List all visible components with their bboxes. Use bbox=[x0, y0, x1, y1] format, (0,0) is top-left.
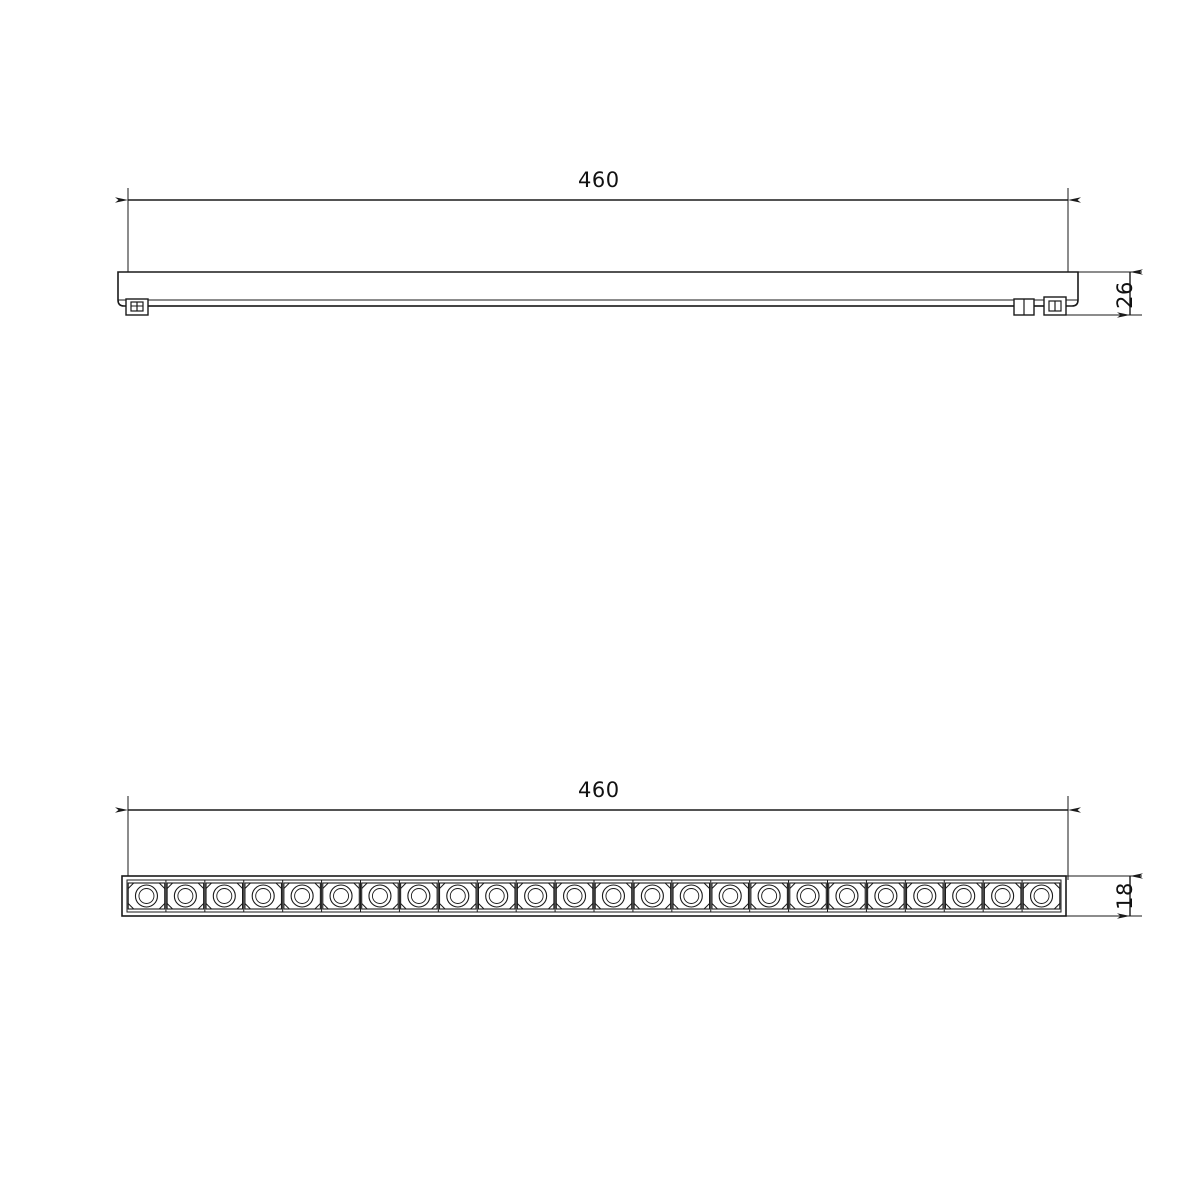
side-view-group bbox=[118, 188, 1142, 315]
led-cell bbox=[283, 880, 321, 912]
led-cell bbox=[828, 880, 866, 912]
led-cell bbox=[322, 880, 360, 912]
led-cell bbox=[594, 880, 632, 912]
bottom-view-group bbox=[122, 796, 1142, 916]
led-cell bbox=[477, 880, 515, 912]
led-cell bbox=[244, 880, 282, 912]
led-cell bbox=[866, 880, 904, 912]
bottom-view-height-label: 18 bbox=[1112, 882, 1137, 910]
led-cell bbox=[516, 880, 554, 912]
led-cell bbox=[205, 880, 243, 912]
led-cell bbox=[983, 880, 1021, 912]
side-view-left-connector bbox=[126, 299, 148, 315]
bottom-view-width-label: 460 bbox=[578, 778, 620, 802]
side-view-width-label: 460 bbox=[578, 168, 620, 192]
led-cell bbox=[555, 880, 593, 912]
led-cell bbox=[711, 880, 749, 912]
led-cell bbox=[361, 880, 399, 912]
led-cell bbox=[438, 880, 476, 912]
side-view-body-outline bbox=[118, 272, 1078, 306]
led-cell bbox=[672, 880, 710, 912]
side-view-height-label: 26 bbox=[1112, 281, 1137, 309]
bottom-view-led-cell-array bbox=[128, 880, 1060, 912]
led-cell bbox=[1022, 880, 1060, 912]
led-cell bbox=[789, 880, 827, 912]
led-cell bbox=[128, 883, 165, 909]
led-cell bbox=[944, 880, 982, 912]
led-cell bbox=[399, 880, 437, 912]
led-cell bbox=[633, 880, 671, 912]
led-cell bbox=[905, 880, 943, 912]
bottom-view-extension-lines bbox=[128, 796, 1068, 880]
led-cell bbox=[166, 880, 204, 912]
led-cell bbox=[750, 880, 788, 912]
